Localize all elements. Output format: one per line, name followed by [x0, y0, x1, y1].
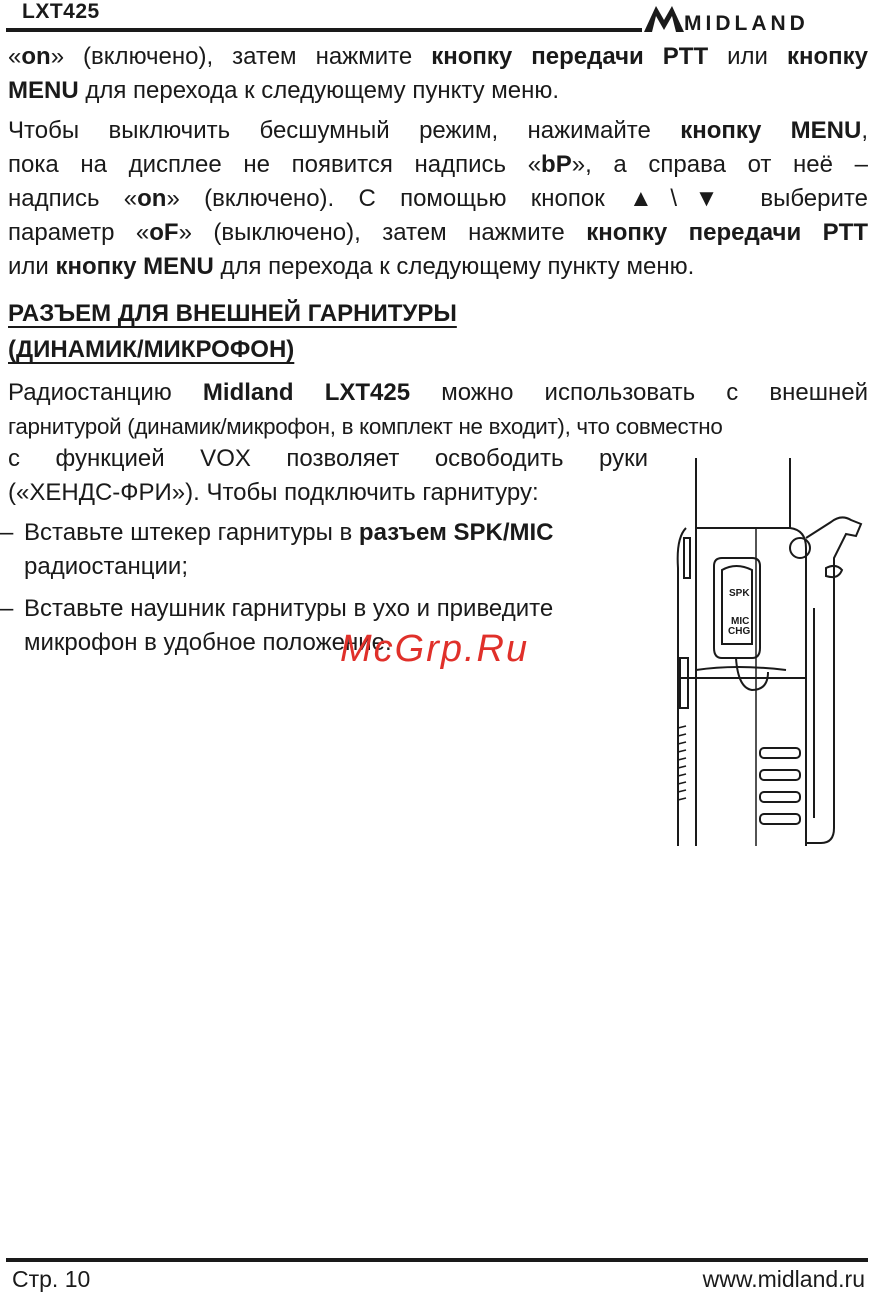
radio-side-view-icon	[656, 458, 871, 846]
page-header	[0, 0, 873, 40]
paragraph-silent-mode-line2: пока на дисплее не появится надпись «bP», а справа от неё –	[8, 151, 868, 178]
page-number: Стр. 10	[12, 1266, 91, 1292]
paragraph-headset-line3: с функцией VOX позволяет освободить руки	[8, 445, 648, 472]
paragraph-headset-line4: («ХЕНДС-ФРИ»). Чтобы подключить гарнитуру:	[8, 479, 539, 506]
up-down-arrows-icon: ▲\▼	[629, 185, 737, 212]
paragraph-silent-mode-line4: параметр «oF» (выключено), затем нажмите кнопку передачи PTT	[8, 219, 868, 246]
midland-logo	[642, 2, 809, 39]
paragraph-headset-line1: Радиостанцию Midland LXT425 можно использовать с внешней	[8, 379, 868, 406]
paragraph-silent-mode-line5: или кнопку MENU для перехода к следующему пункту меню.	[8, 253, 695, 280]
section-heading-line1: РАЗЪЕМ ДЛЯ ВНЕШНЕЙ ГАРНИТУРЫ	[8, 300, 457, 327]
model-name: LXT425	[22, 0, 100, 23]
header-divider	[6, 28, 642, 32]
website-url: www.midland.ru	[702, 1266, 865, 1292]
brand-name: MIDLAND	[684, 12, 809, 35]
spk-label: SPK	[729, 588, 750, 599]
mic-label: MIC	[731, 616, 750, 627]
paragraph-continuation-line2: MENU для перехода к следующему пункту меню.	[8, 77, 560, 104]
watermark: McGrp.Ru	[340, 628, 530, 670]
paragraph-silent-mode-line3: надпись «on» (включено). С помощью кнопок ▲\▼ выберите	[8, 185, 868, 212]
section-heading-line2: (ДИНАМИК/МИКРОФОН)	[8, 336, 295, 363]
radio-illustration	[656, 458, 871, 851]
paragraph-silent-mode-line1: Чтобы выключить бесшумный режим, нажимайте кнопку MENU,	[8, 117, 869, 144]
paragraph-continuation: «on» (включено), затем нажмите кнопку передачи PTT или кнопку	[8, 43, 868, 70]
footer-divider	[6, 1258, 868, 1262]
chg-label: CHG	[728, 626, 751, 637]
midland-logo-mark-icon	[642, 2, 686, 34]
paragraph-headset-line2: гарнитурой (динамик/микрофон, в комплект не входит), что совместно	[8, 414, 723, 439]
